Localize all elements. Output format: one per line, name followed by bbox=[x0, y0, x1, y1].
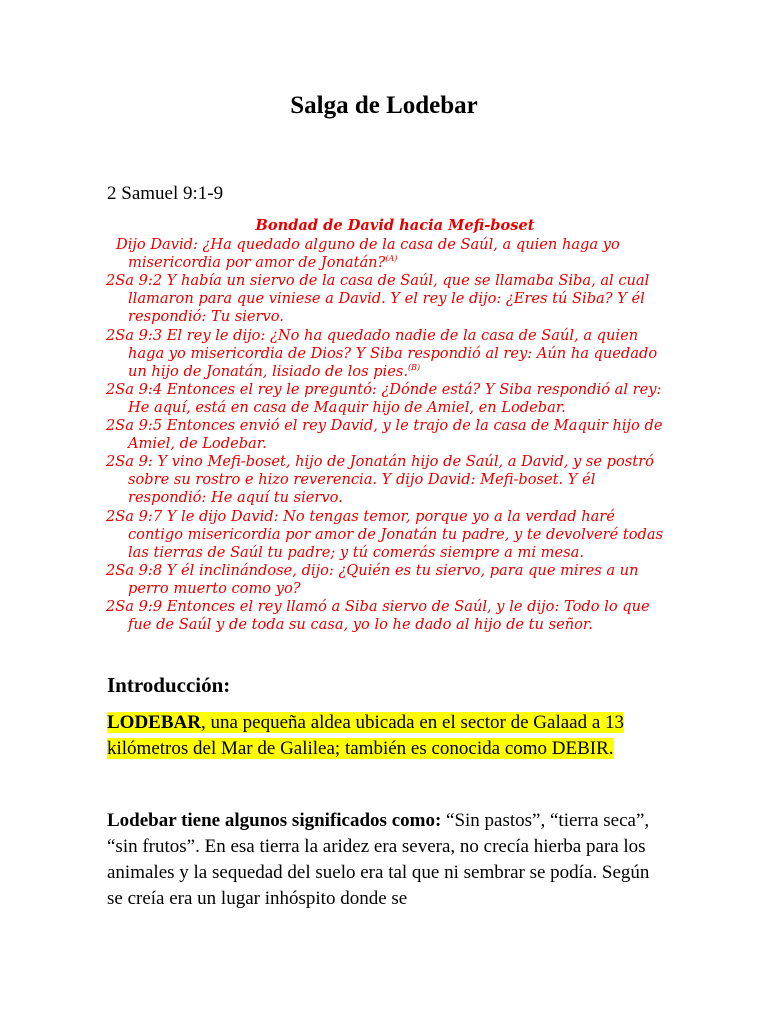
meaning-paragraph bbox=[107, 808, 667, 912]
verse-1 bbox=[106, 236, 666, 272]
highlighted-text bbox=[107, 712, 624, 759]
verse-text: 2Sa 9:7 Y le dijo David: No tengas temor, porque yo a la verdad haré contigo misericordia por amor de Jonatán tu padre, y te devolveré todas las tierras de Saúl tu padre; y tú comerás siempre a mi mesa. bbox=[106, 507, 664, 561]
footnote-marker: (A) bbox=[385, 254, 398, 264]
verse-5 bbox=[106, 417, 666, 453]
verse-4 bbox=[106, 381, 666, 417]
meaning-lead: Lodebar tiene algunos significados como: bbox=[107, 810, 442, 831]
meaning-rest: “Sin pastos”, “tierra seca”, “sin frutos”. En esa tierra la aridez era severa, no crecía hierba para los animales y la sequedad del suelo era tal que ni sembrar se podía. Según se creía era un lugar inhóspito donde se bbox=[107, 810, 650, 909]
verse-text: 2Sa 9:3 El rey le dijo: ¿No ha quedado nadie de la casa de Saúl, a quien haga yo misericordia de Dios? Y Siba respondió al rey: Aún ha quedado un hijo de Jonatán, lisiado de los pies. bbox=[106, 326, 658, 380]
intro-heading: Introducción: bbox=[107, 673, 231, 697]
verse-7 bbox=[106, 508, 666, 562]
intro-lead: LODEBAR bbox=[107, 712, 201, 733]
verse-3 bbox=[106, 327, 666, 381]
footnote-marker: (B) bbox=[407, 362, 421, 372]
verse-6 bbox=[106, 453, 666, 507]
verse-9 bbox=[106, 598, 666, 634]
document-title: Salga de Lodebar bbox=[290, 92, 478, 119]
verse-text: 2Sa 9: Y vino Mefi-boset, hijo de Jonatán hijo de Saúl, a David, y se postró sobre su rostro e hizo reverencia. Y dijo David: Mefi-boset. Y él respondió: He aquí tu siervo. bbox=[106, 453, 654, 507]
verse-text: 2Sa 9:5 Entonces envió el rey David, y le trajo de la casa de Maquir hijo de Amiel, de Lodebar. bbox=[106, 417, 663, 453]
intro-paragraph bbox=[107, 710, 667, 762]
verse-text: Dijo David: ¿Ha quedado alguno de la casa de Saúl, a quien haga yo misericordia por amor de Jonatán? bbox=[116, 236, 620, 272]
verse-2 bbox=[106, 272, 666, 326]
verse-text: 2Sa 9:8 Y él inclinándose, dijo: ¿Quién es tu siervo, para que mires a un perro muerto como yo? bbox=[106, 561, 639, 597]
intro-rest: , una pequeña aldea ubicada en el sector de Galaad a 13 kilómetros del Mar de Galilea; también es conocida como DEBIR. bbox=[107, 712, 625, 759]
scripture-reference: 2 Samuel 9:1-9 bbox=[107, 183, 224, 204]
verse-text: 2Sa 9:2 Y había un siervo de la casa de Saúl, que se llamaba Siba, al cual llamaron para que viniese a David. Y el rey le dijo: ¿Eres tú Siba? Y él respondió: Tu siervo. bbox=[106, 272, 650, 326]
verse-text: 2Sa 9:4 Entonces el rey le preguntó: ¿Dónde está? Y Siba respondió al rey: He aquí, está en casa de Maquir hijo de Amiel, en Lodebar. bbox=[106, 380, 662, 416]
scripture-passage bbox=[106, 217, 666, 634]
verse-8 bbox=[106, 562, 666, 598]
passage-heading: Bondad de David hacia Mefi-boset bbox=[255, 217, 535, 234]
verse-text: 2Sa 9:9 Entonces el rey llamó a Siba siervo de Saúl, y le dijo: Todo lo que fue de Saúl y de toda su casa, yo lo he dado al hijo de tu señor. bbox=[106, 597, 650, 634]
